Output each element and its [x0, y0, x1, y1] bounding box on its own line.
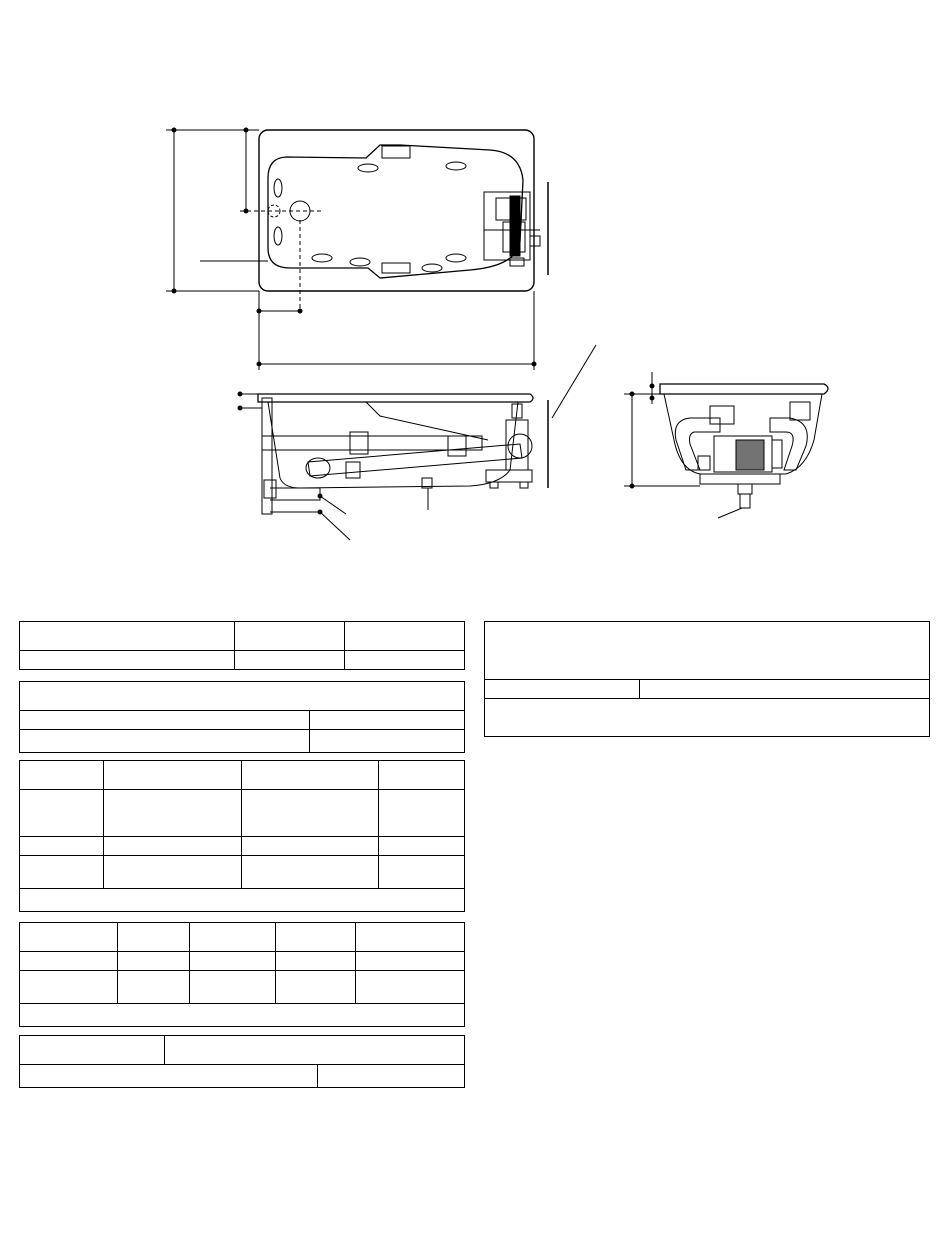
table-cell [165, 1036, 465, 1065]
side-pipe-upper [262, 436, 482, 450]
end-rim [660, 384, 828, 394]
plan-jet [274, 227, 282, 245]
table-cell [276, 952, 356, 971]
table-cell [276, 971, 356, 1004]
plan-headrest [382, 146, 410, 158]
plan-jet [358, 164, 378, 172]
table-cell [276, 923, 356, 952]
table-cell [190, 952, 276, 971]
table-cell [640, 680, 930, 699]
side-drain-pipe [270, 488, 320, 500]
dimensions-table-1 [19, 621, 465, 670]
table-cell [379, 790, 465, 837]
table-cell [379, 761, 465, 790]
table-cell [485, 699, 930, 737]
table-cell [20, 1065, 318, 1088]
table-cell [242, 856, 379, 889]
table-cell [20, 837, 104, 856]
table-cell [356, 952, 465, 971]
table-cell [485, 680, 640, 699]
table-cell [379, 856, 465, 889]
table-cell [190, 971, 276, 1004]
plan-jet [446, 254, 466, 262]
table-cell [20, 730, 310, 753]
table-cell [20, 1004, 465, 1027]
specs-table [484, 621, 930, 737]
table-cell [104, 761, 242, 790]
table-cell [20, 651, 235, 670]
table-cell [20, 952, 118, 971]
plan-jet [350, 258, 370, 266]
table-cell [242, 761, 379, 790]
plan-jet [422, 264, 442, 272]
table-cell [104, 790, 242, 837]
table-cell [118, 952, 190, 971]
table-cell [318, 1065, 465, 1088]
table-cell [345, 622, 465, 651]
plan-jet [274, 179, 282, 197]
table-cell [20, 856, 104, 889]
table-cell [118, 923, 190, 952]
table-cell [310, 730, 465, 753]
dimensions-table-4 [19, 922, 465, 1027]
plan-view-drawing [166, 128, 596, 418]
side-shell [268, 402, 518, 488]
table-cell [242, 790, 379, 837]
dimensions-table-2 [19, 681, 465, 753]
table-cell [190, 923, 276, 952]
table-cell [20, 761, 104, 790]
plan-headrest-bottom [382, 263, 410, 273]
plan-pump-assembly [484, 192, 540, 266]
dimensions-table-3 [19, 760, 465, 912]
table-cell [356, 971, 465, 1004]
table-cell [310, 711, 465, 730]
table-cell [485, 622, 930, 680]
table-cell [20, 971, 118, 1004]
end-elevation-drawing [624, 372, 828, 518]
table-cell [104, 837, 242, 856]
table-cell [20, 622, 235, 651]
table-cell [235, 651, 345, 670]
table-cell [345, 651, 465, 670]
table-cell [104, 856, 242, 889]
table-cell [20, 923, 118, 952]
table-cell [235, 622, 345, 651]
side-pipe-lower [308, 444, 522, 476]
plan-tub-deck [259, 130, 534, 291]
table-cell [118, 971, 190, 1004]
end-pipe-right [770, 418, 807, 470]
table-cell [242, 837, 379, 856]
table-cell [20, 790, 104, 837]
technical-drawings [0, 0, 950, 580]
plan-jet [446, 162, 466, 170]
table-cell [20, 682, 465, 711]
table-cell [20, 1036, 165, 1065]
table-cell [379, 837, 465, 856]
dimensions-table-5 [19, 1035, 465, 1088]
side-rim [258, 394, 533, 402]
plan-jet [312, 254, 332, 262]
table-cell [20, 889, 465, 912]
table-cell [356, 923, 465, 952]
table-cell [20, 711, 310, 730]
side-elevation-drawing [238, 392, 548, 540]
